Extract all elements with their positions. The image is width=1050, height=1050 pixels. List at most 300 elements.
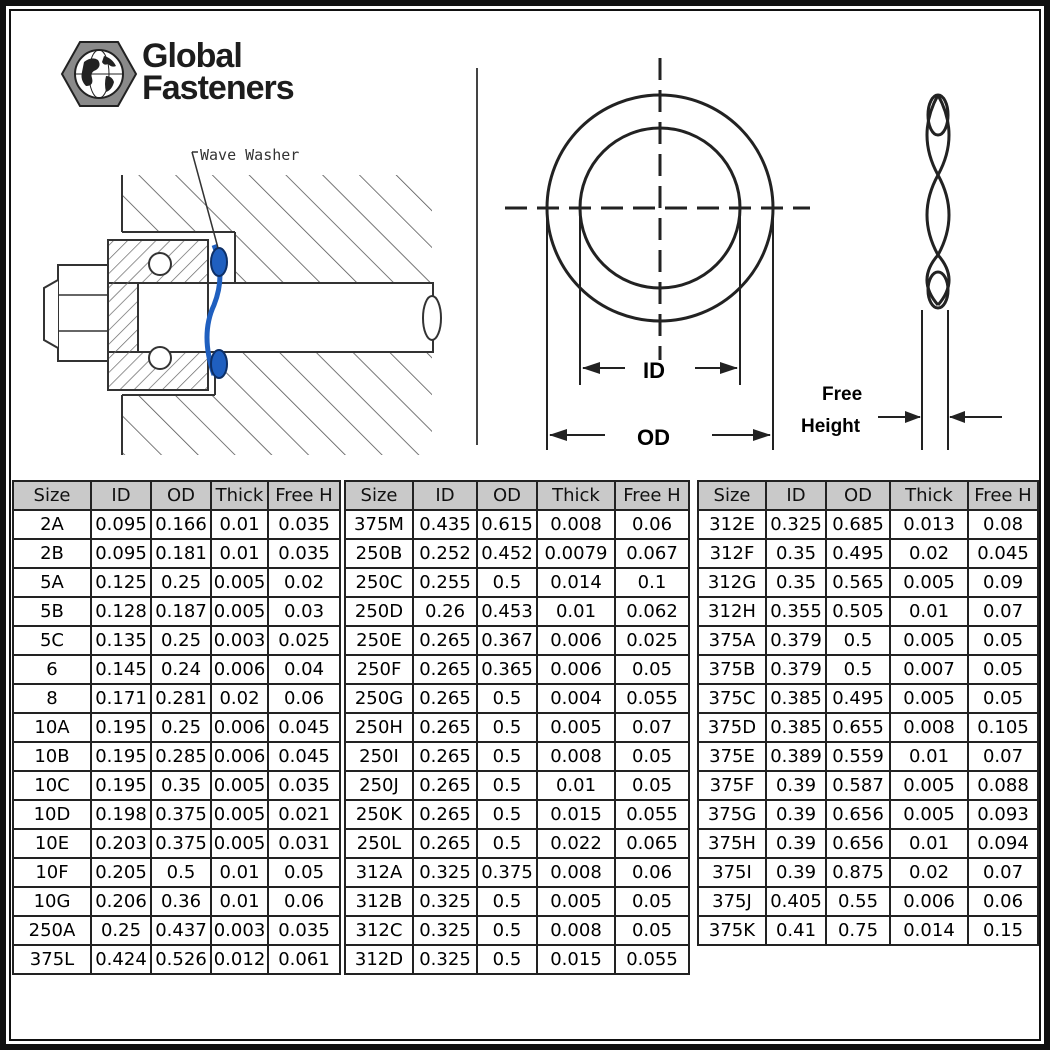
table-row (698, 568, 1038, 597)
cell-id: 0.195 (91, 713, 151, 742)
cell-od: 0.452 (477, 539, 537, 568)
table-row (698, 539, 1038, 568)
cell-size: 375I (698, 858, 766, 887)
cell-free-h: 0.15 (968, 916, 1038, 945)
table-row (698, 597, 1038, 626)
spec-table-1 (12, 480, 341, 975)
cell-thick: 0.015 (537, 800, 615, 829)
cell-size: 250J (345, 771, 413, 800)
cell-id: 0.095 (91, 510, 151, 539)
cell-id: 0.125 (91, 568, 151, 597)
cell-free-h: 0.02 (268, 568, 340, 597)
cell-free-h: 0.05 (968, 684, 1038, 713)
cell-size: 10G (13, 887, 91, 916)
cell-thick: 0.004 (537, 684, 615, 713)
assembly-section-view (44, 152, 441, 455)
cell-id: 0.195 (91, 771, 151, 800)
column-header-free-h: Free H (615, 481, 689, 510)
cell-free-h: 0.05 (615, 887, 689, 916)
cell-free-h: 0.07 (968, 858, 1038, 887)
cell-od: 0.285 (151, 742, 211, 771)
table-row (698, 713, 1038, 742)
cell-od: 0.656 (826, 800, 890, 829)
cell-free-h: 0.06 (615, 510, 689, 539)
cell-free-h: 0.025 (615, 626, 689, 655)
column-header-id: ID (413, 481, 477, 510)
cell-free-h: 0.035 (268, 510, 340, 539)
cell-free-h: 0.045 (268, 713, 340, 742)
table-row (345, 800, 689, 829)
cell-od: 0.367 (477, 626, 537, 655)
cell-size: 250E (345, 626, 413, 655)
cell-size: 375G (698, 800, 766, 829)
cell-size: 250K (345, 800, 413, 829)
cell-id: 0.405 (766, 887, 826, 916)
table-row (13, 655, 340, 684)
cell-id: 0.206 (91, 887, 151, 916)
table-header-row (13, 481, 340, 510)
cell-size: 2B (13, 539, 91, 568)
cell-free-h: 0.021 (268, 800, 340, 829)
cell-size: 312F (698, 539, 766, 568)
cell-size: 10E (13, 829, 91, 858)
free-height-label-line2: Height (801, 416, 861, 437)
cell-thick: 0.013 (890, 510, 968, 539)
callout-wave-washer: Wave Washer (200, 146, 300, 164)
cell-free-h: 0.025 (268, 626, 340, 655)
cell-thick: 0.006 (537, 655, 615, 684)
cell-thick: 0.01 (211, 858, 268, 887)
table-row (345, 829, 689, 858)
cell-thick: 0.01 (211, 539, 268, 568)
cell-id: 0.435 (413, 510, 477, 539)
cell-thick: 0.01 (537, 771, 615, 800)
cell-id: 0.252 (413, 539, 477, 568)
washer-side-view (878, 95, 1002, 450)
cell-thick: 0.02 (890, 858, 968, 887)
cell-thick: 0.006 (211, 742, 268, 771)
cell-id: 0.265 (413, 655, 477, 684)
table-row (13, 510, 340, 539)
table-row (13, 829, 340, 858)
cell-thick: 0.005 (890, 800, 968, 829)
column-header-thick: Thick (537, 481, 615, 510)
cell-id: 0.35 (766, 539, 826, 568)
cell-free-h: 0.08 (968, 510, 1038, 539)
cell-free-h: 0.05 (615, 655, 689, 684)
table-row (345, 858, 689, 887)
cell-od: 0.5 (826, 655, 890, 684)
cell-thick: 0.0079 (537, 539, 615, 568)
table-row (345, 684, 689, 713)
cell-size: 250H (345, 713, 413, 742)
cell-size: 375E (698, 742, 766, 771)
cell-thick: 0.022 (537, 829, 615, 858)
cell-od: 0.24 (151, 655, 211, 684)
cell-id: 0.265 (413, 713, 477, 742)
cell-free-h: 0.06 (615, 858, 689, 887)
table-row (345, 887, 689, 916)
cell-free-h: 0.061 (268, 945, 340, 974)
cell-size: 10B (13, 742, 91, 771)
table-header-row (698, 481, 1038, 510)
cell-free-h: 0.06 (268, 684, 340, 713)
cell-thick: 0.012 (211, 945, 268, 974)
cell-thick: 0.014 (890, 916, 968, 945)
column-header-free-h: Free H (968, 481, 1038, 510)
cell-thick: 0.005 (890, 771, 968, 800)
cell-size: 375D (698, 713, 766, 742)
cell-size: 250B (345, 539, 413, 568)
table-row (698, 829, 1038, 858)
cell-thick: 0.006 (211, 713, 268, 742)
spec-table-2 (344, 480, 690, 975)
table-row (345, 945, 689, 974)
cell-free-h: 0.07 (615, 713, 689, 742)
table-row (13, 713, 340, 742)
cell-thick: 0.005 (537, 713, 615, 742)
cell-free-h: 0.05 (615, 771, 689, 800)
column-header-thick: Thick (211, 481, 268, 510)
cell-thick: 0.005 (890, 684, 968, 713)
cell-id: 0.385 (766, 713, 826, 742)
cell-size: 5C (13, 626, 91, 655)
cell-id: 0.379 (766, 626, 826, 655)
cell-free-h: 0.055 (615, 800, 689, 829)
cell-free-h: 0.055 (615, 945, 689, 974)
cell-od: 0.55 (826, 887, 890, 916)
cell-free-h: 0.05 (268, 858, 340, 887)
table-row (13, 742, 340, 771)
cell-id: 0.265 (413, 626, 477, 655)
od-dimension-label: OD (637, 425, 670, 450)
cell-size: 10A (13, 713, 91, 742)
cell-id: 0.39 (766, 858, 826, 887)
cell-free-h: 0.03 (268, 597, 340, 626)
cell-size: 5A (13, 568, 91, 597)
cell-thick: 0.006 (890, 887, 968, 916)
table-header-row (345, 481, 689, 510)
table-row (13, 945, 340, 974)
cell-free-h: 0.09 (968, 568, 1038, 597)
cell-od: 0.5 (151, 858, 211, 887)
cell-od: 0.25 (151, 713, 211, 742)
cell-free-h: 0.067 (615, 539, 689, 568)
table-row (345, 568, 689, 597)
table-row (698, 655, 1038, 684)
cell-id: 0.325 (766, 510, 826, 539)
cell-size: 250I (345, 742, 413, 771)
cell-size: 312H (698, 597, 766, 626)
cell-thick: 0.007 (890, 655, 968, 684)
table-row (13, 858, 340, 887)
cell-size: 6 (13, 655, 91, 684)
cell-size: 312E (698, 510, 766, 539)
cell-od: 0.5 (477, 713, 537, 742)
cell-thick: 0.005 (211, 597, 268, 626)
table-row (345, 539, 689, 568)
cell-od: 0.656 (826, 829, 890, 858)
column-header-size: Size (345, 481, 413, 510)
cell-od: 0.437 (151, 916, 211, 945)
cell-id: 0.379 (766, 655, 826, 684)
cell-od: 0.5 (477, 800, 537, 829)
table-row (698, 887, 1038, 916)
cell-size: 375C (698, 684, 766, 713)
cell-thick: 0.005 (211, 829, 268, 858)
cell-thick: 0.008 (537, 858, 615, 887)
cell-thick: 0.005 (211, 568, 268, 597)
cell-id: 0.39 (766, 829, 826, 858)
cell-free-h: 0.035 (268, 916, 340, 945)
cell-id: 0.265 (413, 684, 477, 713)
cell-size: 375H (698, 829, 766, 858)
table-row (13, 568, 340, 597)
table-row (345, 916, 689, 945)
cell-free-h: 0.105 (968, 713, 1038, 742)
cell-thick: 0.02 (890, 539, 968, 568)
cell-thick: 0.014 (537, 568, 615, 597)
column-header-id: ID (91, 481, 151, 510)
brand-line-1: Global (142, 37, 242, 75)
cell-size: 10F (13, 858, 91, 887)
cell-size: 10C (13, 771, 91, 800)
column-header-size: Size (13, 481, 91, 510)
cell-od: 0.5 (477, 771, 537, 800)
cell-thick: 0.005 (537, 887, 615, 916)
column-header-id: ID (766, 481, 826, 510)
cell-od: 0.526 (151, 945, 211, 974)
cell-od: 0.181 (151, 539, 211, 568)
cell-size: 375L (13, 945, 91, 974)
cell-thick: 0.015 (537, 945, 615, 974)
cell-free-h: 0.094 (968, 829, 1038, 858)
cell-od: 0.453 (477, 597, 537, 626)
cell-size: 312A (345, 858, 413, 887)
cell-free-h: 0.055 (615, 684, 689, 713)
cell-id: 0.265 (413, 800, 477, 829)
washer-drawings (0, 0, 1050, 470)
cell-id: 0.255 (413, 568, 477, 597)
cell-od: 0.5 (477, 742, 537, 771)
cell-free-h: 0.06 (968, 887, 1038, 916)
cell-od: 0.25 (151, 626, 211, 655)
washer-front-view (505, 58, 810, 450)
table-row (698, 771, 1038, 800)
cell-od: 0.495 (826, 684, 890, 713)
cell-od: 0.375 (151, 829, 211, 858)
cell-id: 0.205 (91, 858, 151, 887)
cell-od: 0.5 (477, 945, 537, 974)
cell-od: 0.25 (151, 568, 211, 597)
table-row (698, 626, 1038, 655)
brand-line-2: Fasteners (142, 69, 294, 107)
table-row (345, 713, 689, 742)
table-row (345, 742, 689, 771)
cell-size: 5B (13, 597, 91, 626)
cell-free-h: 0.05 (615, 742, 689, 771)
table-row (345, 771, 689, 800)
cell-od: 0.365 (477, 655, 537, 684)
table-row (345, 597, 689, 626)
cell-od: 0.166 (151, 510, 211, 539)
cell-size: 312D (345, 945, 413, 974)
spec-table-3 (697, 480, 1039, 946)
cell-od: 0.5 (477, 887, 537, 916)
cell-free-h: 0.05 (968, 626, 1038, 655)
cell-id: 0.325 (413, 916, 477, 945)
cell-id: 0.424 (91, 945, 151, 974)
cell-size: 375A (698, 626, 766, 655)
cell-free-h: 0.045 (968, 539, 1038, 568)
cell-size: 2A (13, 510, 91, 539)
table-row (698, 742, 1038, 771)
table-row (13, 539, 340, 568)
cell-od: 0.655 (826, 713, 890, 742)
cell-thick: 0.02 (211, 684, 268, 713)
cell-id: 0.39 (766, 800, 826, 829)
cell-od: 0.375 (151, 800, 211, 829)
cell-thick: 0.003 (211, 916, 268, 945)
cell-od: 0.495 (826, 539, 890, 568)
table-row (13, 684, 340, 713)
free-height-label-line1: Free (822, 384, 863, 405)
cell-size: 10D (13, 800, 91, 829)
cell-thick: 0.006 (537, 626, 615, 655)
table-row (345, 510, 689, 539)
cell-thick: 0.01 (211, 887, 268, 916)
id-dimension-label: ID (643, 358, 665, 383)
cell-size: 375K (698, 916, 766, 945)
cell-thick: 0.008 (890, 713, 968, 742)
cell-size: 375F (698, 771, 766, 800)
column-header-thick: Thick (890, 481, 968, 510)
cell-thick: 0.005 (211, 771, 268, 800)
cell-od: 0.5 (477, 829, 537, 858)
table-row (345, 626, 689, 655)
cell-od: 0.187 (151, 597, 211, 626)
cell-size: 312C (345, 916, 413, 945)
column-header-od: OD (151, 481, 211, 510)
cell-thick: 0.008 (537, 916, 615, 945)
cell-free-h: 0.093 (968, 800, 1038, 829)
cell-id: 0.128 (91, 597, 151, 626)
table-row (13, 887, 340, 916)
cell-free-h: 0.031 (268, 829, 340, 858)
cell-free-h: 0.05 (615, 916, 689, 945)
cell-thick: 0.008 (537, 510, 615, 539)
cell-size: 375M (345, 510, 413, 539)
cell-thick: 0.006 (211, 655, 268, 684)
cell-thick: 0.01 (537, 597, 615, 626)
cell-free-h: 0.045 (268, 742, 340, 771)
column-header-od: OD (826, 481, 890, 510)
cell-od: 0.565 (826, 568, 890, 597)
cell-free-h: 0.07 (968, 742, 1038, 771)
table-row (13, 800, 340, 829)
cell-od: 0.685 (826, 510, 890, 539)
table-row (345, 655, 689, 684)
cell-id: 0.325 (413, 858, 477, 887)
table-row (13, 771, 340, 800)
cell-size: 375J (698, 887, 766, 916)
table-row (698, 800, 1038, 829)
cell-thick: 0.005 (890, 568, 968, 597)
cell-thick: 0.008 (537, 742, 615, 771)
cell-id: 0.265 (413, 742, 477, 771)
table-row (13, 916, 340, 945)
cell-od: 0.375 (477, 858, 537, 887)
cell-thick: 0.005 (211, 800, 268, 829)
cell-id: 0.25 (91, 916, 151, 945)
cell-od: 0.5 (477, 916, 537, 945)
cell-id: 0.265 (413, 771, 477, 800)
cell-id: 0.355 (766, 597, 826, 626)
cell-id: 0.265 (413, 829, 477, 858)
table-row (698, 510, 1038, 539)
table-row (698, 684, 1038, 713)
cell-free-h: 0.07 (968, 597, 1038, 626)
cell-size: 8 (13, 684, 91, 713)
cell-thick: 0.01 (890, 597, 968, 626)
cell-thick: 0.003 (211, 626, 268, 655)
cell-od: 0.559 (826, 742, 890, 771)
cell-free-h: 0.06 (268, 887, 340, 916)
table-row (13, 597, 340, 626)
cell-od: 0.5 (826, 626, 890, 655)
cell-thick: 0.005 (890, 626, 968, 655)
cell-od: 0.615 (477, 510, 537, 539)
cell-od: 0.35 (151, 771, 211, 800)
cell-od: 0.5 (477, 684, 537, 713)
cell-od: 0.505 (826, 597, 890, 626)
cell-od: 0.5 (477, 568, 537, 597)
column-header-free-h: Free H (268, 481, 340, 510)
cell-id: 0.135 (91, 626, 151, 655)
cell-od: 0.875 (826, 858, 890, 887)
cell-free-h: 0.04 (268, 655, 340, 684)
cell-size: 250A (13, 916, 91, 945)
cell-size: 250G (345, 684, 413, 713)
cell-size: 312B (345, 887, 413, 916)
cell-id: 0.325 (413, 887, 477, 916)
cell-id: 0.26 (413, 597, 477, 626)
cell-od: 0.36 (151, 887, 211, 916)
cell-size: 250C (345, 568, 413, 597)
cell-free-h: 0.035 (268, 539, 340, 568)
cell-id: 0.41 (766, 916, 826, 945)
cell-size: 250L (345, 829, 413, 858)
cell-free-h: 0.088 (968, 771, 1038, 800)
cell-id: 0.385 (766, 684, 826, 713)
column-header-od: OD (477, 481, 537, 510)
cell-size: 250F (345, 655, 413, 684)
cell-id: 0.203 (91, 829, 151, 858)
cell-thick: 0.01 (211, 510, 268, 539)
table-row (698, 916, 1038, 945)
cell-id: 0.198 (91, 800, 151, 829)
cell-thick: 0.01 (890, 742, 968, 771)
cell-size: 312G (698, 568, 766, 597)
cell-id: 0.195 (91, 742, 151, 771)
cell-size: 250D (345, 597, 413, 626)
table-row (698, 858, 1038, 887)
cell-id: 0.39 (766, 771, 826, 800)
cell-id: 0.171 (91, 684, 151, 713)
table-row (13, 626, 340, 655)
column-header-size: Size (698, 481, 766, 510)
cell-thick: 0.01 (890, 829, 968, 858)
